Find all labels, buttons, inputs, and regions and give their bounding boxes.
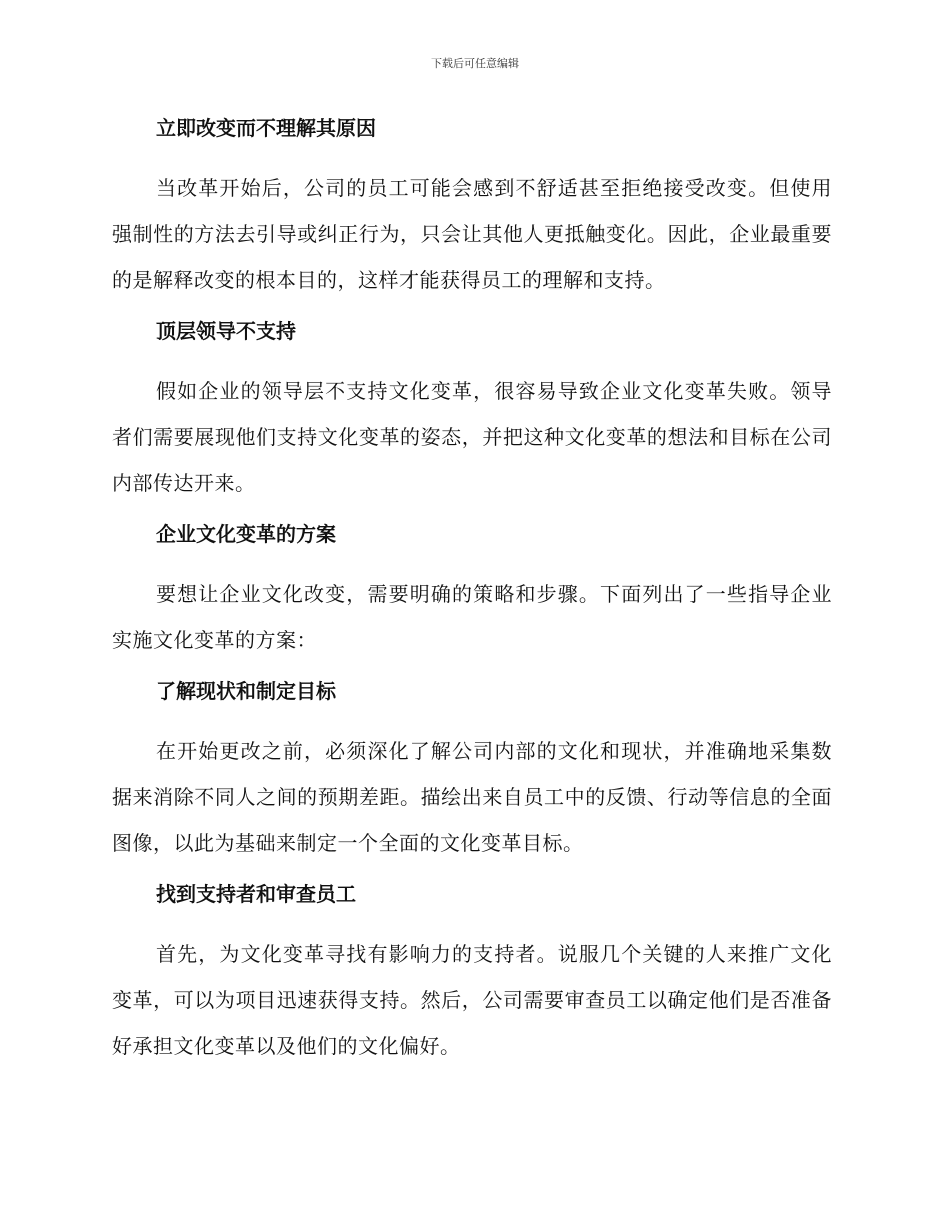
section-heading: 立即改变而不理解其原因 — [156, 116, 376, 140]
section-status-goals — [112, 675, 832, 866]
section-supporters-review — [112, 878, 832, 1069]
section-paragraph: 首先，为文化变革寻找有影响力的支持者。说服几个关键的人来推广文化变革，可以为项目迅速获得支持。然后，公司需要审查员工以确定他们是否准备好承担文化变革以及他们的文化偏好。 — [112, 942, 832, 1058]
section-heading: 了解现状和制定目标 — [156, 679, 336, 703]
section-heading: 找到支持者和审查员工 — [156, 882, 356, 906]
section-change-plan — [112, 518, 832, 663]
section-paragraph: 在开始更改之前，必须深化了解公司内部的文化和现状，并准确地采集数据来消除不同人之间的预期差距。描绘出来自员工中的反馈、行动等信息的全面图像，以此为基础来制定一个全面的文化变革目标。 — [112, 739, 832, 855]
section-heading: 顶层领导不支持 — [156, 319, 296, 343]
section-leadership-support — [112, 315, 832, 506]
section-sudden-change — [112, 112, 832, 303]
document-body — [112, 112, 832, 1081]
section-paragraph: 假如企业的领导层不支持文化变革，很容易导致企业文化变革失败。领导者们需要展现他们支持文化变革的姿态，并把这种文化变革的想法和目标在公司内部传达开来。 — [112, 379, 832, 495]
section-heading: 企业文化变革的方案 — [156, 522, 336, 546]
section-paragraph: 要想让企业文化改变，需要明确的策略和步骤。下面列出了一些指导企业实施文化变革的方案： — [112, 582, 832, 652]
page-header: 下载后可任意编辑 — [431, 57, 519, 70]
section-paragraph: 当改革开始后，公司的员工可能会感到不舒适甚至拒绝接受改变。但使用强制性的方法去引导或纠正行为，只会让其他人更抵触变化。因此，企业最重要的是解释改变的根本目的，这样才能获得员工的理解和支持。 — [112, 176, 832, 292]
